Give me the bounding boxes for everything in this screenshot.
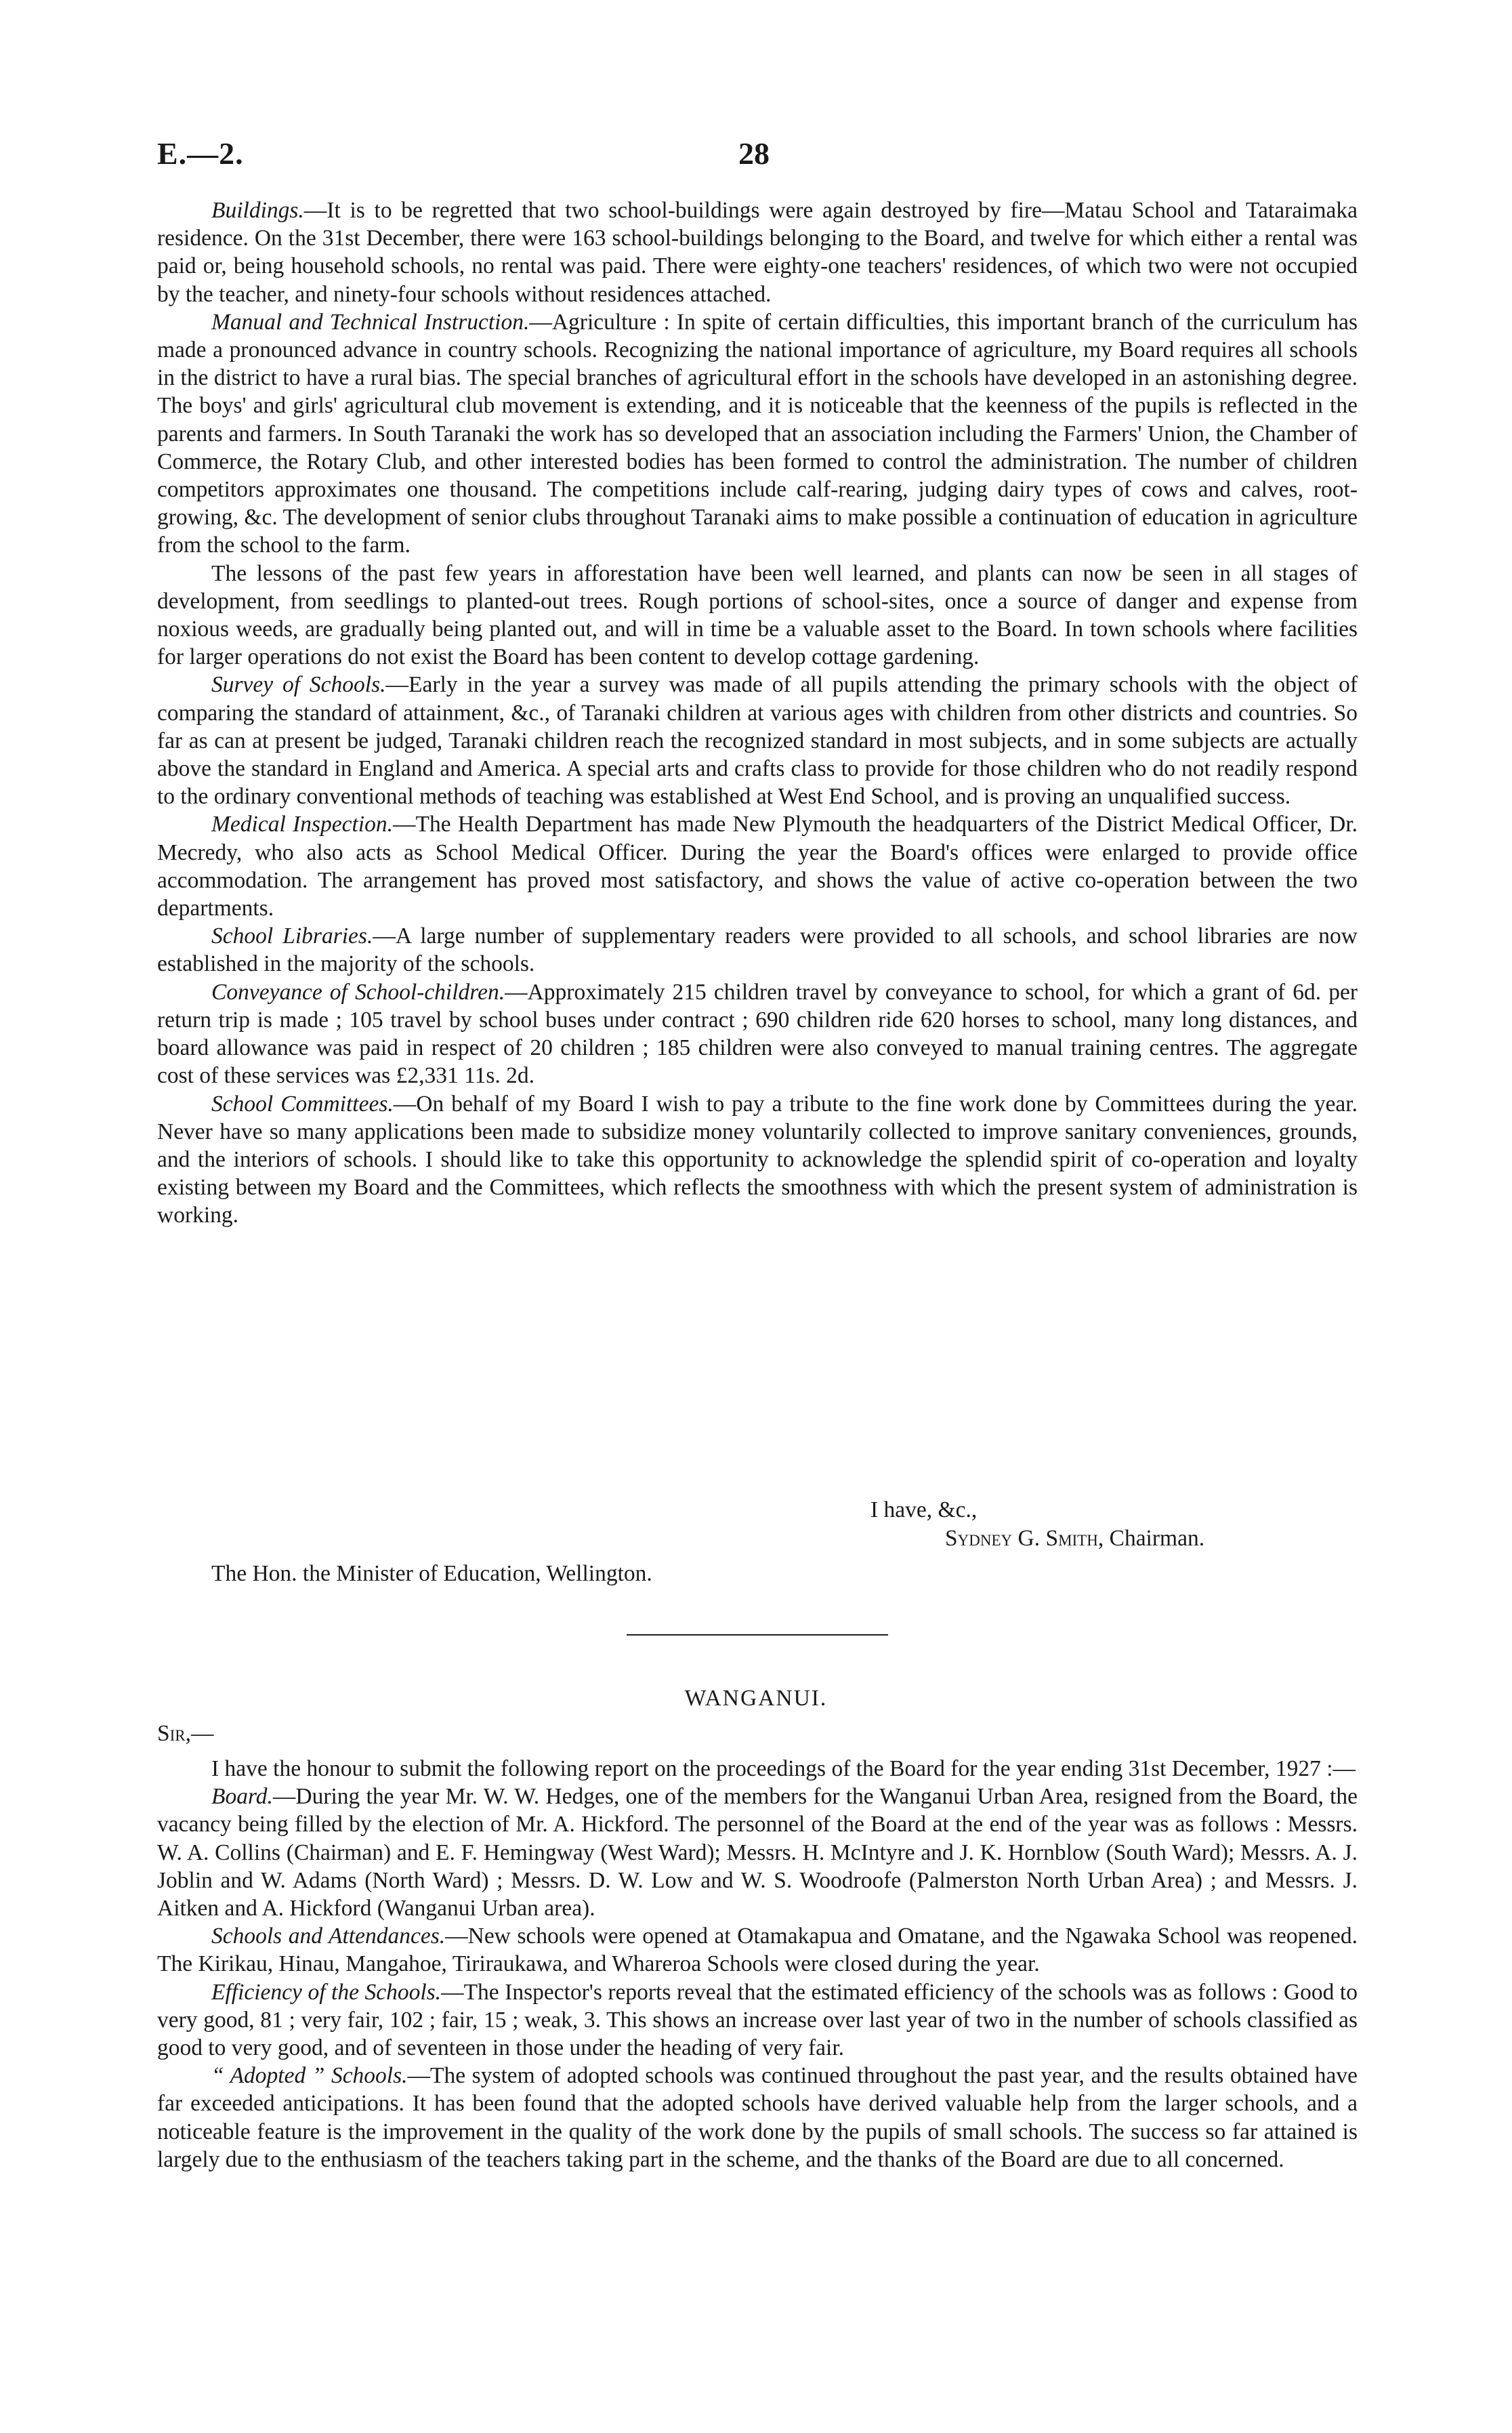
signature-line: [945, 1524, 1204, 1553]
page-number: 28: [738, 136, 770, 171]
paragraph-lead: School Libraries.: [211, 923, 373, 949]
paragraph-lead: Buildings.: [211, 198, 304, 223]
paragraph-lead: Conveyance of School-children.: [211, 979, 505, 1005]
paragraph-conveyance: [157, 978, 1358, 1090]
paragraph-adopted-schools: [157, 2062, 1358, 2174]
paragraph-medical: [157, 810, 1358, 922]
paragraph-text: —Early in the year a survey was made of all pupils attending the primary schools with the object of comparing the standard of attainment, &c., of Taranaki children at various ages with children from other districts and countries. So far as can at present be judged, Taranaki children reach the recognized standard in most subjects, and in some subjects are actually above the standard in England and America. A special arts and crafts class to provide for those children who do not readily respond to the ordinary conventional methods of teaching was established at West End School, and is proving an unqualified success.: [157, 672, 1358, 810]
addressee: The Hon. the Minister of Education, Wellington.: [211, 1561, 652, 1586]
paragraph-text: —During the year Mr. W. W. Hedges, one of the members for the Wanganui Urban Area, resigned from the Board, the vacancy being filled by the election of Mr. A. Hickford. The personnel of the Board at the end of the year was as follows : Messrs. W. A. Collins (Chairman) and E. F. Hemingway (West Ward); Messrs. H. McIntyre and J. K. Hornblow (South Ward); Messrs. A. J. Joblin and W. Adams (North Ward) ; Messrs. D. W. Low and W. S. Woodroofe (Palmerston North Urban Area) ; and Messrs. J. Aitken and A. Hickford (Wanganui Urban area).: [157, 1784, 1358, 1921]
wanganui-report-body: [157, 1755, 1358, 2174]
paragraph-buildings: [157, 196, 1358, 308]
paragraph-text: —Approximately 215 children travel by conveyance to school, for which a grant of 6d. per return trip is made ; 105 travel by school buses under contract ; 690 children ride 620 horses to school, many long distances, and board allowance was paid in respect of 20 children ; 185 children were also conveyed to manual training centres. The aggregate cost of these services was £2,331 11s. 2d.: [157, 979, 1358, 1089]
closing-line: I have, &c.,: [870, 1497, 978, 1522]
paragraph-committees: [157, 1090, 1358, 1230]
paragraph-lead: Medical Inspection.: [211, 812, 393, 837]
paragraph-text: —A large number of supplementary readers were provided to all schools, and school libraries are now established in the majority of the schools.: [157, 923, 1358, 977]
paragraph-text: —Agriculture : In spite of certain difficulties, this important branch of the curriculum has made a pronounced advance in country schools. Recognizing the national importance of agriculture, my Board requires all schools in the district to have a rural bias. The special branches of agricultural effort in the schools have developed in an astonishing degree. The boys' and girls' agricultural club movement is extending, and it is noticeable that the keenness of the pupils is reflected in the parents and farmers. In South Taranaki the work has so developed that an association including the Farmers' Union, the Chamber of Commerce, the Rotary Club, and other interested bodies has been formed to control the administration. The number of children competitors approximates one thousand. The competitions include calf-rearing, judging dairy types of cows and calves, root-growing, &c. The development of senior clubs throughout Taranaki aims to make possible a continuation of education in agriculture from the school to the farm.: [157, 309, 1358, 558]
paragraph-lead: Board.: [211, 1784, 273, 1810]
paragraph-text: —On behalf of my Board I wish to pay a tribute to the fine work done by Committees during the year. Never have so many applications been made to subsidize money voluntarily collected to improve sanitary conveniences, grounds, and the interiors of schools. I should like to take this opportunity to acknowledge the splendid spirit of co-operation and loyalty existing between my Board and the Committees, which reflects the smoothness with which the present system of administration is working.: [157, 1091, 1358, 1228]
signatory-role: , Chairman.: [1097, 1526, 1205, 1551]
paragraph-lead: Survey of Schools.: [211, 672, 386, 698]
paragraph-libraries: [157, 922, 1358, 978]
paragraph-survey: [157, 671, 1358, 810]
salutation: Sir,—: [157, 1721, 214, 1746]
paragraph-lead: “ Adopted ” Schools.: [211, 2063, 408, 2089]
section-divider: [627, 1634, 888, 1636]
paragraph-efficiency: [157, 1978, 1358, 2062]
paragraph-text: The lessons of the past few years in afforestation have been well learned, and plants can now be seen in all stages of development, from seedlings to planted-out trees. Rough portions of school-sites, once a source of danger and expense from noxious weeds, are gradually being planted out, and will in time be a valuable asset to the Board. In town schools where facilities for larger operations do not exist the Board has been content to develop cottage gardening.: [157, 560, 1358, 670]
paragraph-lead: Schools and Attendances.: [211, 1923, 446, 1949]
section-title: WANGANUI.: [684, 1686, 828, 1711]
report-code: E.—2.: [157, 136, 244, 171]
paragraph-intro: I have the honour to submit the following report on the proceedings of the Board for the year ending 31st December, 1927 :—: [211, 1756, 1356, 1781]
paragraph-lead: Efficiency of the Schools.: [211, 1979, 442, 2005]
signatory-name: Sydney G. Smith: [945, 1526, 1098, 1551]
paragraph-text: —The Inspector's reports reveal that the estimated efficiency of the schools was as follows : Good to very good, 81 ; very fair, 102 ; fair, 15 ; weak, 3. This shows an increase over last year of two in the number of schools classified as good to very good, and of seventeen in those under the heading of very fair.: [157, 1979, 1358, 2061]
paragraph-afforestation: [157, 560, 1358, 671]
taranaki-report-body: [157, 196, 1358, 1230]
paragraph-text: —The system of adopted schools was continued throughout the past year, and the results obtained have far exceeded anticipations. It has been found that the adopted schools have derived valuable help from the larger schools, and a noticeable feature is the improvement in the quality of the work done by the pupils of small schools. The success so far attained is largely due to the enthusiasm of the teachers taking part in the scheme, and the thanks of the Board are due to all concerned.: [157, 2063, 1358, 2172]
paragraph-schools-attendances: [157, 1922, 1358, 1978]
paragraph-text: —It is to be regretted that two school-buildings were again destroyed by fire—Matau School and Tataraimaka residence. On the 31st December, there were 163 school-buildings belonging to the Board, and twelve for which either a rental was paid or, being household schools, no rental was paid. There were eighty-one teachers' residences, of which two were not occupied by the teacher, and ninety-four schools without residences attached.: [157, 198, 1358, 307]
paragraph-lead: Manual and Technical Instruction.: [211, 309, 530, 335]
paragraph-text: —New schools were opened at Otamakapua and Omatane, and the Ngawaka School was reopened. The Kirikau, Hinau, Mangahoe, Tiriraukawa, and Whareroa Schools were closed during the year.: [157, 1923, 1358, 1977]
paragraph-lead: School Committees.: [211, 1091, 394, 1117]
paragraph-text: —The Health Department has made New Plymouth the headquarters of the District Medical Officer, Dr. Mecredy, who also acts as School Medical Officer. During the year the Board's offices were enlarged to provide office accommodation. The arrangement has proved most satisfactory, and shows the value of active co-operation between the two departments.: [157, 812, 1358, 921]
paragraph-board: [157, 1783, 1358, 1922]
paragraph-manual-technical: [157, 308, 1358, 560]
